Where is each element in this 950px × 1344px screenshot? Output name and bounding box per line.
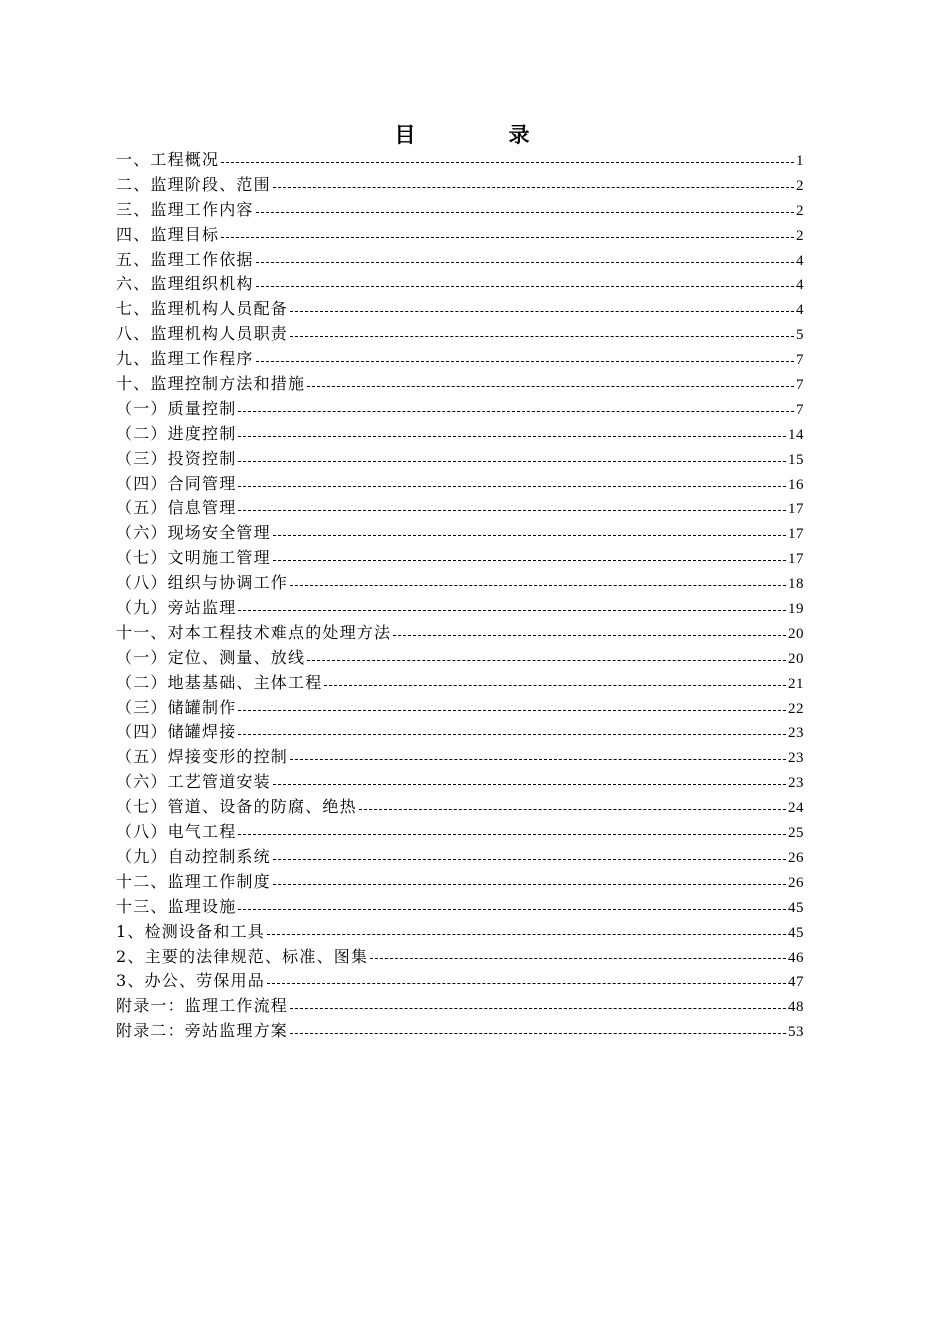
toc-entry-page-number: 19 bbox=[788, 601, 804, 618]
toc-entry[interactable] bbox=[116, 297, 804, 322]
toc-entry-label: （二）进度控制 bbox=[116, 423, 237, 443]
toc-leader-line bbox=[221, 237, 794, 238]
toc-entry-label: （四）合同管理 bbox=[116, 473, 237, 493]
toc-entry-label: 一、工程概况 bbox=[116, 150, 220, 169]
toc-leader-line bbox=[307, 386, 794, 387]
toc-leader-line bbox=[273, 187, 794, 188]
toc-leader-line bbox=[238, 510, 786, 511]
toc-entry-label: 3、办公、劳保用品 bbox=[116, 971, 265, 991]
toc-entry-label: 十一、对本工程技术难点的处理方法 bbox=[116, 622, 392, 642]
toc-leader-line bbox=[307, 660, 786, 661]
toc-entry-label: （七）管道、设备的防腐、绝热 bbox=[116, 797, 357, 817]
toc-leader-line bbox=[256, 212, 794, 213]
toc-entry-label: 九、监理工作程序 bbox=[116, 349, 254, 369]
toc-entry-label: （八）电气工程 bbox=[116, 822, 237, 842]
toc-entry[interactable] bbox=[116, 521, 804, 546]
toc-leader-line bbox=[238, 710, 786, 711]
toc-leader-line bbox=[267, 934, 786, 935]
toc-entry[interactable] bbox=[116, 596, 804, 621]
toc-entry[interactable] bbox=[116, 322, 804, 347]
toc-entry-label: （一）质量控制 bbox=[116, 398, 237, 418]
toc-entry-label: 附录一：监理工作流程 bbox=[116, 996, 289, 1016]
toc-entry-page-number: 17 bbox=[788, 501, 804, 518]
toc-entry-page-number: 2 bbox=[796, 177, 804, 194]
toc-entry-page-number: 16 bbox=[788, 476, 804, 493]
toc-entry-page-number: 23 bbox=[788, 750, 804, 767]
toc-entry[interactable] bbox=[116, 820, 804, 845]
toc-entry-page-number: 18 bbox=[788, 576, 804, 593]
toc-entry[interactable] bbox=[116, 945, 804, 970]
toc-entry[interactable] bbox=[116, 223, 804, 248]
toc-entry-page-number: 25 bbox=[788, 825, 804, 842]
toc-entry-label: （六）工艺管道安装 bbox=[116, 772, 271, 792]
toc-entry-page-number: 48 bbox=[788, 999, 804, 1016]
toc-entry-page-number: 45 bbox=[788, 924, 804, 941]
toc-entry[interactable] bbox=[116, 1019, 804, 1044]
toc-entry[interactable] bbox=[116, 248, 804, 273]
toc-entry[interactable] bbox=[116, 571, 804, 596]
toc-leader-line bbox=[324, 685, 786, 686]
toc-entry-page-number: 5 bbox=[796, 327, 804, 344]
toc-entry-page-number: 46 bbox=[788, 949, 804, 966]
toc-leader-line bbox=[273, 560, 786, 561]
toc-entry-label: （六）现场安全管理 bbox=[116, 523, 271, 543]
toc-entry-label: 六、监理组织机构 bbox=[116, 274, 254, 294]
toc-entry-page-number: 7 bbox=[796, 401, 804, 418]
toc-entry-label: （九）自动控制系统 bbox=[116, 846, 271, 866]
toc-title: 目 录 bbox=[394, 123, 566, 147]
toc-entry-page-number: 23 bbox=[788, 725, 804, 742]
toc-entry-label: （四）储罐焊接 bbox=[116, 722, 237, 742]
toc-entry-page-number: 47 bbox=[788, 974, 804, 991]
toc-entry-label: 八、监理机构人员职责 bbox=[116, 324, 289, 344]
toc-entry[interactable] bbox=[116, 546, 804, 571]
toc-leader-line bbox=[256, 361, 794, 362]
toc-entry-label: （三）储罐制作 bbox=[116, 697, 237, 717]
toc-entry[interactable] bbox=[116, 920, 804, 945]
toc-entry-label: 二、监理阶段、范围 bbox=[116, 174, 271, 194]
toc-entry-label: 2、主要的法律规范、标准、图集 bbox=[116, 946, 369, 966]
toc-entry[interactable] bbox=[116, 272, 804, 297]
toc-entry-page-number: 20 bbox=[788, 650, 804, 667]
toc-entry-label: （五）焊接变形的控制 bbox=[116, 747, 289, 767]
toc-entry[interactable] bbox=[116, 422, 804, 447]
toc-entry-page-number: 4 bbox=[796, 302, 804, 319]
toc-entry[interactable] bbox=[116, 347, 804, 372]
toc-leader-line bbox=[359, 809, 786, 810]
toc-entry[interactable] bbox=[116, 472, 804, 497]
toc-leader-line bbox=[238, 461, 786, 462]
toc-entry-label: 十三、监理设施 bbox=[116, 896, 237, 916]
toc-leader-line bbox=[238, 834, 786, 835]
toc-entry-page-number: 1 bbox=[796, 153, 804, 169]
toc-entry[interactable] bbox=[116, 994, 804, 1019]
toc-entry-page-number: 24 bbox=[788, 800, 804, 817]
toc-entry-label: 三、监理工作内容 bbox=[116, 199, 254, 219]
toc-entry-page-number: 2 bbox=[796, 202, 804, 219]
table-of-contents bbox=[116, 148, 804, 1044]
toc-entry[interactable] bbox=[116, 173, 804, 198]
toc-leader-line bbox=[273, 535, 786, 536]
toc-leader-line bbox=[238, 734, 786, 735]
toc-entry-label: 十、监理控制方法和措施 bbox=[116, 374, 306, 394]
toc-entry[interactable] bbox=[116, 895, 804, 920]
toc-leader-line bbox=[273, 859, 786, 860]
toc-entry[interactable] bbox=[116, 845, 804, 870]
toc-entry-label: 五、监理工作依据 bbox=[116, 249, 254, 269]
toc-entry[interactable] bbox=[116, 198, 804, 223]
toc-entry-page-number: 21 bbox=[788, 675, 804, 692]
toc-entry-page-number: 53 bbox=[788, 1024, 804, 1041]
toc-leader-line bbox=[238, 411, 794, 412]
toc-entry-page-number: 15 bbox=[788, 451, 804, 468]
toc-entry[interactable] bbox=[116, 496, 804, 521]
toc-entry-page-number: 4 bbox=[796, 277, 804, 294]
toc-leader-line bbox=[256, 286, 794, 287]
toc-leader-line bbox=[256, 262, 794, 263]
toc-entry[interactable] bbox=[116, 969, 804, 994]
toc-leader-line bbox=[273, 784, 786, 785]
toc-entry-label: （一）定位、测量、放线 bbox=[116, 647, 306, 667]
toc-entry-page-number: 26 bbox=[788, 874, 804, 891]
toc-leader-line bbox=[238, 909, 786, 910]
toc-entry-label: （九）旁站监理 bbox=[116, 598, 237, 618]
toc-entry-page-number: 26 bbox=[788, 849, 804, 866]
toc-leader-line bbox=[290, 311, 794, 312]
toc-entry-page-number: 45 bbox=[788, 899, 804, 916]
toc-leader-line bbox=[393, 635, 786, 636]
toc-entry-page-number: 17 bbox=[788, 526, 804, 543]
toc-entry[interactable] bbox=[116, 372, 804, 397]
toc-entry[interactable] bbox=[116, 621, 804, 646]
toc-leader-line bbox=[290, 1008, 786, 1009]
toc-entry-page-number: 7 bbox=[796, 352, 804, 369]
toc-entry[interactable] bbox=[116, 646, 804, 671]
toc-entry-label: （五）信息管理 bbox=[116, 498, 237, 518]
toc-entry-label: 附录二：旁站监理方案 bbox=[116, 1021, 289, 1041]
toc-entry-page-number: 14 bbox=[788, 426, 804, 443]
toc-entry-page-number: 22 bbox=[788, 700, 804, 717]
toc-entry-label: （二）地基基础、主体工程 bbox=[116, 672, 323, 692]
toc-leader-line bbox=[267, 983, 786, 984]
toc-leader-line bbox=[273, 884, 786, 885]
toc-entry-label: 十二、监理工作制度 bbox=[116, 871, 271, 891]
toc-entry-label: 1、检测设备和工具 bbox=[116, 921, 265, 941]
toc-entry-label: （三）投资控制 bbox=[116, 448, 237, 468]
toc-leader-line bbox=[238, 610, 786, 611]
toc-leader-line bbox=[370, 958, 786, 959]
toc-leader-line bbox=[238, 486, 786, 487]
toc-leader-line bbox=[221, 162, 794, 163]
toc-entry-page-number: 7 bbox=[796, 377, 804, 394]
toc-entry-label: 四、监理目标 bbox=[116, 224, 220, 244]
toc-entry-page-number: 2 bbox=[796, 227, 804, 244]
toc-entry-page-number: 23 bbox=[788, 775, 804, 792]
toc-entry[interactable] bbox=[116, 770, 804, 795]
toc-entry-page-number: 20 bbox=[788, 625, 804, 642]
toc-entry[interactable] bbox=[116, 720, 804, 745]
toc-entry-page-number: 17 bbox=[788, 551, 804, 568]
toc-entry[interactable] bbox=[116, 696, 804, 721]
toc-leader-line bbox=[290, 336, 794, 337]
toc-entry-label: 七、监理机构人员配备 bbox=[116, 299, 289, 319]
toc-entry[interactable] bbox=[116, 870, 804, 895]
toc-entry-page-number: 4 bbox=[796, 252, 804, 269]
toc-entry[interactable] bbox=[116, 671, 804, 696]
toc-entry-label: （八）组织与协调工作 bbox=[116, 573, 289, 593]
toc-entry-label: （七）文明施工管理 bbox=[116, 548, 271, 568]
toc-leader-line bbox=[290, 759, 786, 760]
toc-leader-line bbox=[290, 585, 786, 586]
toc-entry[interactable] bbox=[116, 795, 804, 820]
toc-leader-line bbox=[238, 436, 786, 437]
toc-entry[interactable] bbox=[116, 397, 804, 422]
toc-leader-line bbox=[290, 1033, 786, 1034]
toc-entry[interactable] bbox=[116, 148, 804, 173]
toc-entry[interactable] bbox=[116, 447, 804, 472]
toc-entry[interactable] bbox=[116, 745, 804, 770]
